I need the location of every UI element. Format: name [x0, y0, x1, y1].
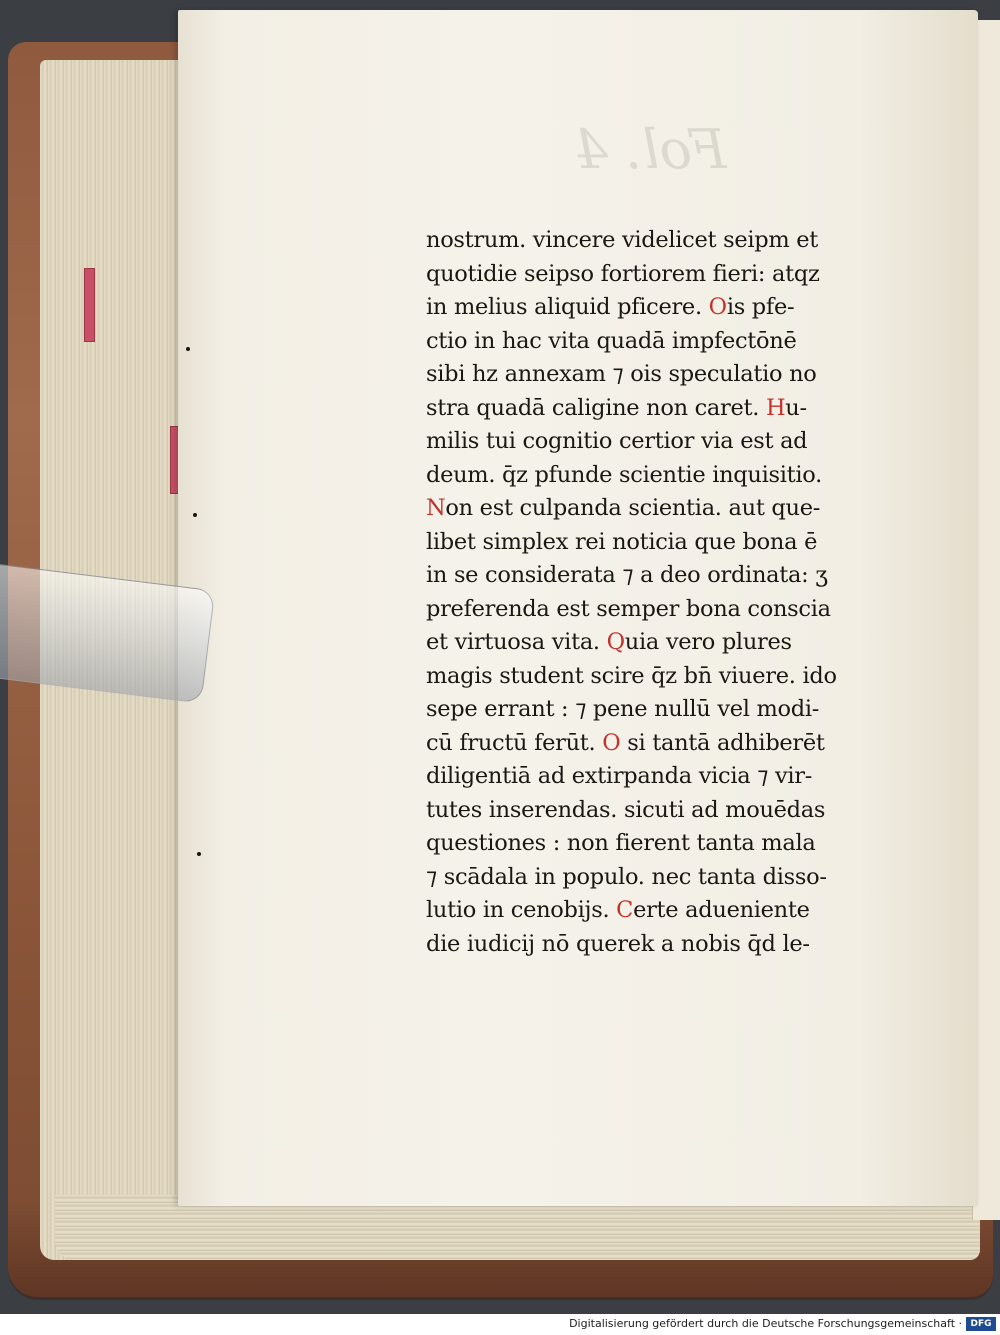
text-line [426, 559, 872, 593]
text-segment: sibi hz annexam ⁊ ois speculatio no [426, 361, 817, 387]
text-segment: nostrum. vincere videlicet seipm et [426, 227, 818, 253]
text-segment: quotidie seipso fortiorem fieri: atqz [426, 260, 820, 287]
text-segment: magis student scire q̄z bn̄ viuere. ido [426, 662, 837, 689]
text-segment: ctio in hac vita quadā impfectōnē [426, 327, 797, 354]
text-segment: si tantā adhiberēt [620, 729, 825, 756]
text-segment: diligentiā ad extirpanda vicia ⁊ vir- [426, 763, 813, 789]
text-segment: libet simplex rei noticia que bona ē [426, 528, 818, 555]
page-text [426, 224, 872, 961]
text-segment: in se considerata ⁊ a deo ordinata: ʒ [426, 562, 828, 588]
text-line [426, 861, 872, 895]
text-line [426, 492, 872, 526]
text-segment: die iudicij nō querek a nobis q̄d le- [426, 930, 810, 957]
dfg-logo: DFG [966, 1317, 996, 1331]
text-segment: in melius aliquid pficere. [426, 294, 709, 320]
text-segment: on est culpanda scientia. aut que- [445, 495, 821, 521]
credit-bar [0, 1314, 1000, 1335]
rubricated-initial: C [616, 897, 634, 923]
text-segment: milis tui cognitio certior via est ad [426, 428, 808, 454]
text-segment: questiones : non fierent tanta mala [426, 830, 816, 856]
text-segment: ⁊ scādala in populo. nec tanta disso- [426, 863, 827, 890]
text-segment: u- [785, 394, 807, 421]
bookmark-ribbon [84, 268, 95, 342]
text-line [426, 358, 872, 392]
text-line [426, 425, 872, 459]
text-segment: is pfe- [726, 294, 795, 320]
rubricated-initial: H [765, 394, 786, 421]
text-line [426, 258, 872, 292]
rubricated-initial: O [708, 294, 727, 320]
text-line [426, 727, 872, 761]
text-line [426, 827, 872, 861]
text-line [426, 794, 872, 828]
text-line [426, 693, 872, 727]
text-segment: erte adueniente [633, 897, 810, 923]
page-mark [197, 852, 201, 856]
text-segment: deum. q̄z pfunde scientie inquisitio. [426, 461, 822, 488]
text-segment: tutes inserendas. sicuti ad mouēdas [426, 796, 826, 823]
text-segment: lutio in cenobijs. [426, 897, 617, 923]
text-line [426, 459, 872, 493]
text-line [426, 894, 872, 928]
text-segment: stra quadā caligine non caret. [426, 394, 766, 421]
text-segment: cū fructū ferūt. [426, 729, 603, 756]
credit-text: Digitalisierung gefördert durch die Deutsche Forschungsgemeinschaft · [569, 1317, 962, 1330]
text-line [426, 392, 872, 426]
text-segment: preferenda est semper bona conscia [426, 595, 831, 622]
page-mark [193, 513, 197, 517]
text-line [426, 928, 872, 962]
text-line [426, 224, 872, 258]
text-segment: uia vero plures [624, 629, 792, 655]
text-line [426, 593, 872, 627]
text-line [426, 626, 872, 660]
text-line [426, 526, 872, 560]
text-segment: sepe errant : ⁊ pene nullū vel modi- [426, 696, 820, 722]
rubricated-initial: O [602, 729, 621, 756]
bleed-through-heading: Fol. 4 [573, 118, 727, 181]
rubricated-initial: Q [606, 629, 625, 655]
page-mark [186, 347, 190, 351]
text-line [426, 291, 872, 325]
text-segment: et virtuosa vita. [426, 629, 607, 655]
text-line [426, 660, 872, 694]
text-line [426, 760, 872, 794]
rubricated-initial: N [426, 495, 446, 521]
text-line [426, 325, 872, 359]
